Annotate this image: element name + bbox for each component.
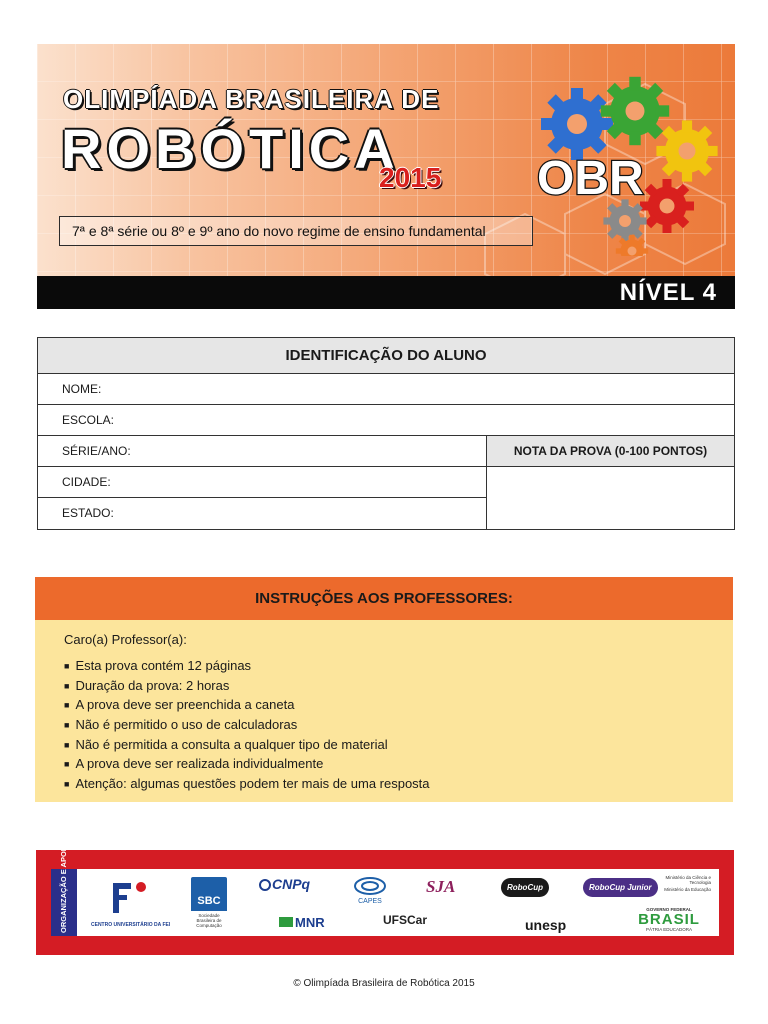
organization-label: ORGANIZAÇÃO E APOIO — [59, 843, 68, 933]
brasil-government-logo: GOVERNO FEDERAL BRASIL PÁTRIA EDUCADORA — [638, 907, 700, 932]
cnpq-logo: CNPq — [259, 876, 310, 892]
exam-score-heading: NOTA DA PROVA (0-100 PONTOS) — [486, 436, 734, 467]
obr-gears-logo — [507, 66, 727, 256]
list-item: ■ A prova deve ser preenchida a caneta — [64, 697, 295, 713]
instructions-greeting: Caro(a) Professor(a): — [64, 632, 187, 647]
sja-logo: SJA — [426, 877, 456, 896]
header-banner — [37, 44, 735, 309]
sbc-logo: SBC Sociedade Brasileira de Computação — [189, 877, 229, 928]
robocup-logo: RoboCup — [501, 878, 549, 897]
instructions-body — [35, 620, 733, 794]
school-label: ESCOLA: — [62, 413, 115, 427]
state-label: ESTADO: — [62, 506, 114, 520]
capes-logo: CAPES — [353, 876, 387, 905]
state-field[interactable] — [38, 498, 487, 529]
list-item: ■ A prova deve ser realizada individualmente — [64, 756, 324, 772]
fei-logo: CENTRO UNIVERSITÁRIO DA FEI — [91, 879, 151, 919]
exam-score-cell[interactable] — [486, 467, 734, 529]
list-item: ■ Não é permitido o uso de calculadoras — [64, 717, 298, 733]
mnr-logo: MNR — [279, 915, 325, 930]
teacher-instructions — [35, 577, 733, 802]
ufscar-logo: UFSCar — [383, 913, 428, 927]
bullet-icon: ■ — [64, 779, 70, 790]
robocup-junior-logo: RoboCup Junior — [583, 878, 658, 897]
list-item: ■ Atenção: algumas questões podem ter mais de uma resposta — [64, 776, 430, 792]
level-bar — [37, 276, 735, 309]
school-field[interactable] — [38, 405, 734, 436]
name-field[interactable] — [38, 374, 734, 405]
bullet-icon: ■ — [64, 700, 70, 711]
bullet-icon: ■ — [64, 661, 70, 671]
city-label: CIDADE: — [62, 475, 111, 489]
student-id-table — [37, 337, 735, 530]
sponsor-logos — [51, 843, 719, 936]
bullet-icon: ■ — [64, 739, 70, 750]
grade-year-label: SÉRIE/ANO: — [62, 444, 131, 458]
banner-title-line1: OLIMPÍADA BRASILEIRA DE — [63, 84, 440, 114]
list-item: ■ Duração da prova: 2 horas — [64, 677, 230, 693]
ministries-logo: Ministério da Ciência e Tecnologia Ministério da Educação — [664, 875, 711, 892]
instructions-heading: INSTRUÇÕES AOS PROFESSORES: — [35, 577, 733, 620]
bullet-icon: ■ — [64, 680, 70, 691]
obr-logo-text: OBR — [537, 152, 644, 205]
unesp-logo: unesp — [525, 917, 567, 933]
name-label: NOME: — [62, 382, 102, 396]
bullet-icon: ■ — [64, 720, 70, 731]
level-label: NÍVEL 4 — [619, 279, 717, 306]
grade-subtitle: 7ª e 8ª série ou 8º e 9º ano do novo regime de ensino fundamental — [59, 216, 533, 246]
copyright-footer: © Olimpíada Brasileira de Robótica 2015 — [293, 978, 475, 989]
bullet-icon: ■ — [64, 759, 70, 770]
organization-tab — [51, 843, 77, 936]
capes-emblem-icon — [353, 876, 387, 896]
student-id-heading: IDENTIFICAÇÃO DO ALUNO — [38, 338, 734, 374]
sponsors-panel — [36, 843, 734, 955]
list-item: ■ Esta prova contém 12 páginas — [64, 658, 252, 673]
list-item: ■ Não é permitida a consulta a qualquer tipo de material — [64, 736, 388, 752]
grade-year-field[interactable] — [38, 436, 487, 467]
city-field[interactable] — [38, 467, 487, 498]
fei-emblem-icon — [91, 879, 151, 917]
banner-title-robotica: ROBÓTICA — [61, 117, 400, 180]
banner-year: 2015 — [379, 162, 442, 193]
instructions-list — [64, 656, 733, 794]
